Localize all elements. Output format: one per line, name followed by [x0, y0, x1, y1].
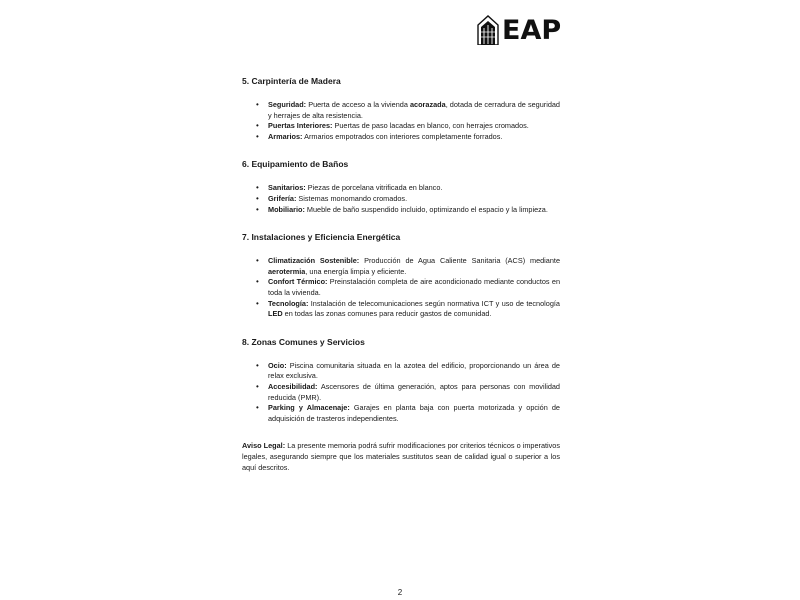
item-label: Mobiliario:: [268, 204, 305, 214]
item-label: Ocio:: [268, 360, 287, 370]
document-body: [242, 76, 560, 481]
list-item: [242, 403, 560, 424]
item-text: , dotada de cerradura de seguridad y herrajes de alta resistencia.: [268, 100, 560, 120]
item-label: Puertas Interiores:: [268, 121, 333, 131]
section-heading: 8. Zonas Comunes y Servicios: [242, 336, 365, 347]
list-item: [242, 382, 560, 403]
list-item: [242, 256, 560, 277]
section-list: [242, 100, 560, 142]
legal-notice-text: La presente memoria podrá sufrir modificaciones por criterios técnicos o imperativos legales, asegurando siempre que los materiales sustitutos sean de calidad igual o superior a los aquí descritos.: [242, 441, 561, 472]
section-list: [242, 183, 560, 215]
item-text: Mueble de baño suspendido incluido, optimizando el espacio y la limpieza.: [304, 204, 548, 214]
sections-container: [242, 76, 560, 424]
item-text-bold: acorazada: [409, 100, 446, 109]
list-item: [242, 132, 560, 143]
logo-wordmark: EAP: [502, 15, 562, 46]
item-label: Armarios:: [268, 131, 303, 141]
section-list: [242, 256, 560, 320]
item-text: Puerta de acceso a la vivienda: [306, 100, 410, 109]
item-text: Garajes en planta baja con puerta motorizada y opción de adquisición de trasteros independientes.: [268, 403, 560, 423]
section-heading: 7. Instalaciones y Eficiencia Energética: [242, 232, 401, 243]
item-text: Producción de Agua Caliente Sanitaria (ACS) mediante: [359, 256, 561, 266]
legal-notice-label: Aviso Legal:: [242, 441, 286, 451]
page-number: 2: [397, 588, 403, 597]
item-text: Ascensores de última generación, aptos para personas con movilidad reducida (PMR).: [268, 381, 560, 402]
list-item: [242, 277, 560, 298]
list-item: [242, 205, 560, 216]
item-text: Piezas de porcelana vitrificada en blanco.: [305, 183, 443, 193]
item-text: Piscina comunitaria situada en la azotea del edificio, proporcionando un área de relax exclusiva.: [268, 360, 560, 381]
item-label: Confort Térmico:: [268, 277, 328, 287]
section-heading: 5. Carpintería de Madera: [242, 76, 341, 86]
section-list: [242, 361, 560, 425]
list-item: [242, 299, 560, 320]
item-label: Parking y Almacenaje:: [268, 403, 350, 413]
item-text: , una energía limpia y eficiente.: [305, 266, 407, 276]
list-item: [242, 121, 560, 132]
section-heading: 6. Equipamiento de Baños: [242, 159, 349, 170]
building-logo-icon: [477, 15, 499, 45]
legal-notice: [242, 441, 560, 473]
item-label: Climatización Sostenible:: [268, 256, 360, 266]
item-label: Grifería:: [268, 193, 297, 203]
item-label: Sanitarios:: [268, 183, 306, 193]
item-label: Seguridad:: [268, 100, 307, 109]
item-text: Preinstalación completa de aire acondicionado mediante conductos en toda la vivienda.: [268, 277, 560, 297]
item-text: Instalación de telecomunicaciones según normativa ICT y uso de tecnología: [308, 298, 560, 308]
item-text: Puertas de paso lacadas en blanco, con herrajes cromados.: [332, 121, 529, 131]
company-logo: [477, 15, 561, 45]
item-label: Tecnología:: [268, 298, 309, 308]
item-text: en todas las zonas comunes para reducir gastos de comunidad.: [282, 309, 492, 319]
item-text-bold: aerotermia: [268, 266, 306, 276]
list-item: [242, 361, 560, 382]
item-label: Accesibilidad:: [268, 381, 318, 391]
item-text-bold: LED: [268, 309, 283, 319]
item-text: Armarios empotrados con interiores completamente forrados.: [302, 131, 503, 141]
list-item: [242, 100, 560, 121]
item-text: Sistemas monomando cromados.: [296, 193, 408, 203]
list-item: [242, 194, 560, 205]
list-item: [242, 183, 560, 194]
